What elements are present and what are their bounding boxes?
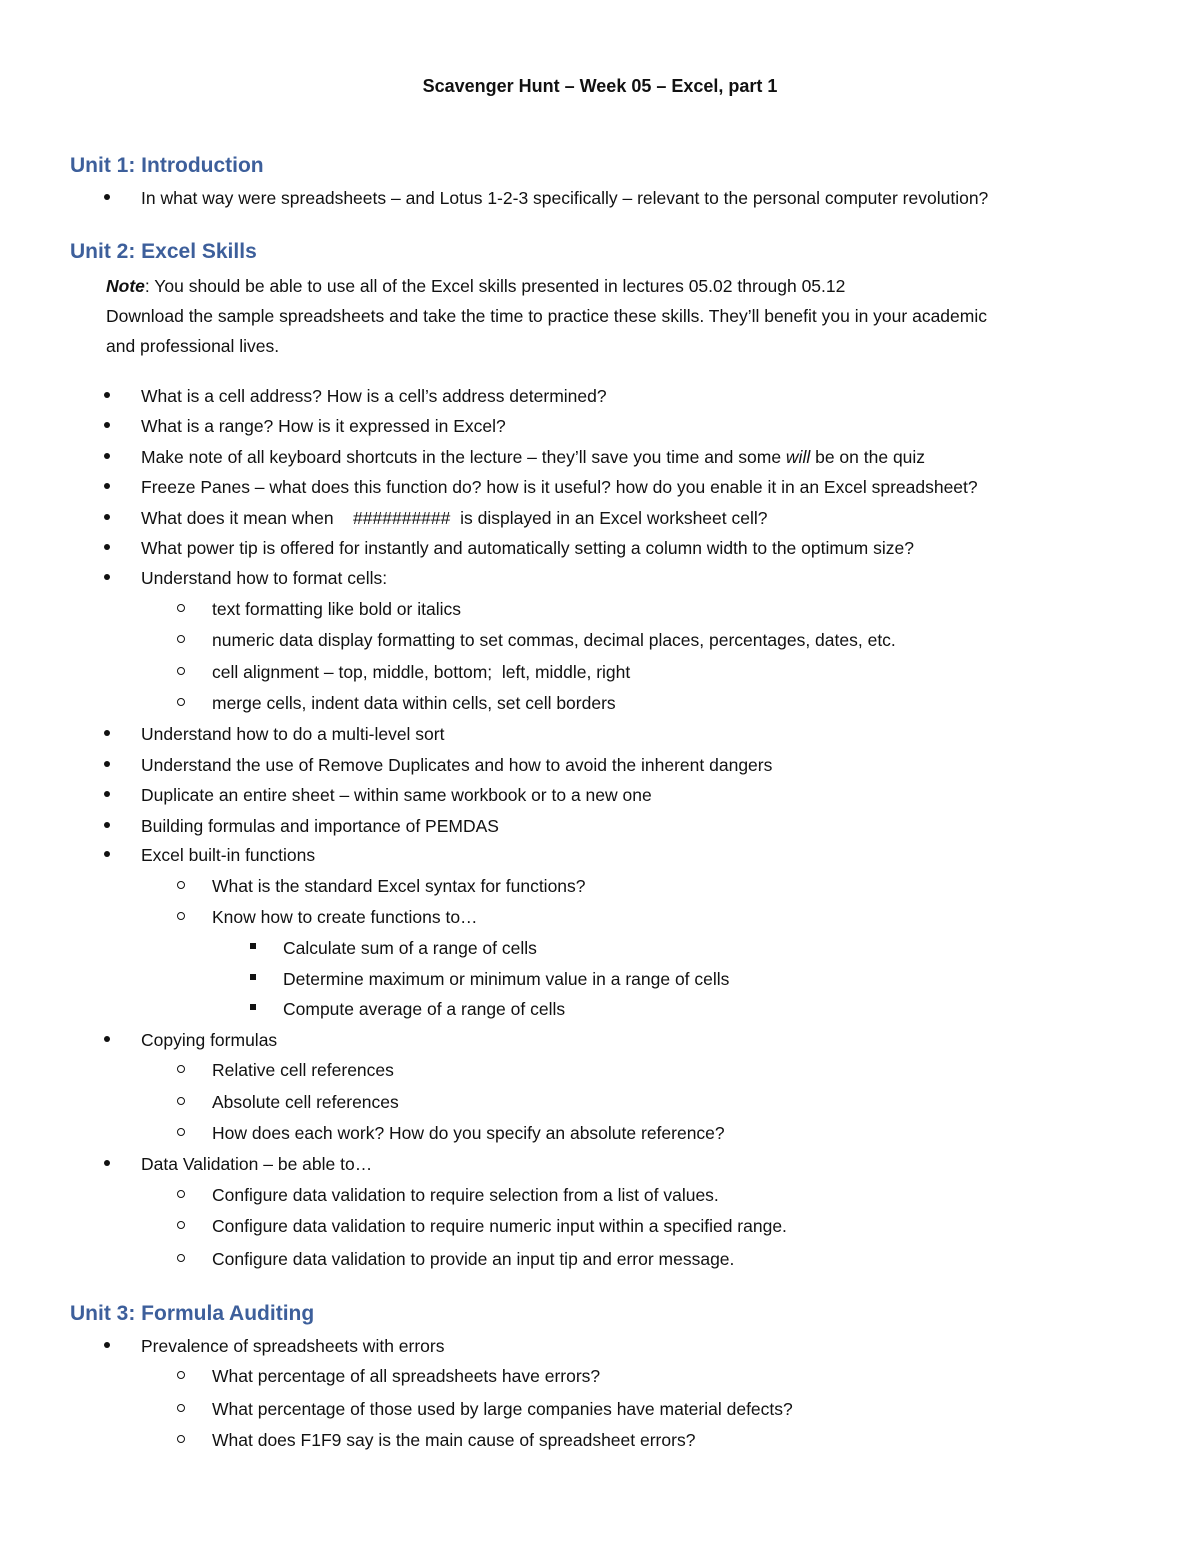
note-line (106, 274, 845, 298)
hollow-circle-icon (177, 1428, 185, 1452)
bullet-dot-icon (104, 1152, 110, 1176)
bullet-dot-icon (104, 566, 110, 590)
download-line-2: and professional lives. (106, 336, 280, 356)
document-title: Scavenger Hunt – Week 05 – Excel, part 1 (422, 76, 778, 96)
unit-3-heading: Unit 3: Formula Auditing (70, 1302, 315, 1325)
note-text: : You should be able to use all of the Excel skills presented in lectures 05.02 through 05.12 (144, 276, 846, 296)
hollow-circle-icon (177, 1397, 185, 1421)
hollow-circle-icon (177, 874, 185, 898)
square-bullet-icon (250, 997, 256, 1021)
bullet-dot-icon (104, 1028, 110, 1052)
bullet-dot-icon (104, 783, 110, 807)
square-bullet-icon (250, 936, 256, 960)
bullet-dot-icon (104, 475, 110, 499)
hollow-circle-icon (177, 905, 185, 929)
emphasis-will: will (785, 447, 811, 467)
hollow-circle-icon (177, 1183, 185, 1207)
note-label: Note (106, 276, 145, 296)
bullet-dot-icon (104, 536, 110, 560)
hollow-circle-icon (177, 1090, 185, 1114)
hollow-circle-icon (177, 1364, 185, 1388)
bullet-dot-icon (104, 506, 110, 530)
hollow-circle-icon (177, 1247, 185, 1271)
unit-2-heading: Unit 2: Excel Skills (70, 240, 257, 263)
bullet-dot-icon (104, 814, 110, 838)
bullet-dot-icon (104, 1334, 110, 1358)
bullet-dot-icon (104, 445, 110, 469)
bullet-dot-icon (104, 414, 110, 438)
hollow-circle-icon (177, 1058, 185, 1082)
download-line-1: Download the sample spreadsheets and take the time to practice these skills. They’ll benefit you in your academic (106, 306, 987, 326)
bullet-dot-icon (104, 753, 110, 777)
hollow-circle-icon (177, 597, 185, 621)
hollow-circle-icon (177, 1214, 185, 1238)
bullet-dot-icon (104, 186, 110, 210)
hollow-circle-icon (177, 1121, 185, 1145)
document-page: Scavenger Hunt – Week 05 – Excel, part 1 Unit 1: Introduction In what way were spreadsheets – and Lotus 1-2-3 specifically – relevant to the personal computer revolution? Unit 2: Excel Skills Note: You should be able to use all of the Excel skills presented in lectures 05.02 through 05.12 Download the sample spreadsheets and take the time to practice these skills. They’ll benefit you in your academic and professional lives. What is a cell address? How is a cell’s address determined? What is a range? How is it expressed in Excel? Make note of all keyboard shortcuts in the lecture – they’ll save you time and some will be on the quiz Freeze Panes – what does this function do? how is it useful? how do you enable it in an Excel spreadsheet? What does it mean when ########## is displayed in an Excel worksheet cell? What power tip is offered for instantly and automatically setting a column width to the optimum size? Understand how to format cells: text formatting like bold or italics numeric data display formatting to set commas, decimal places, percentages, dates, etc. cell alignment – top, middle, bottom; left, middle, right merge cells, indent data within cells, set cell borders Understand how to do a multi-level sort Understand the use of Remove Duplicates and how to avoid the inherent dangers Duplicate an entire sheet – within same workbook or to a new one Building formulas and importance of PEMDAS Excel built-in functions What is the standard Excel syntax for functions? Know how to create functions to… Calculate sum of a range of cells Determine maximum or minimum value in a range of cells Compute average of a range of cells Copying formulas Relative cell references Absolute cell references How does each work? How do you specify an absolute reference? Data Validation – be able to… Configure data validation to require selection from a list of values. Configure data validation to require numeric input within a specified range. Configure data validation to provide an input tip and error message. Unit 3: Formula Auditing Prevalence of spreadsheets with errors What percentage of all spreadsheets have errors? What percentage of those used by large companies have material defects? What does F1F9 say is the main cause of spreadsheet errors? (0, 0, 1200, 1553)
bullet-dot-icon (104, 722, 110, 746)
hollow-circle-icon (177, 660, 185, 684)
unit-1-heading: Unit 1: Introduction (70, 154, 264, 177)
square-bullet-icon (250, 967, 256, 991)
bullet-dot-icon (104, 843, 110, 867)
bullet-dot-icon (104, 384, 110, 408)
hollow-circle-icon (177, 628, 185, 652)
hollow-circle-icon (177, 691, 185, 715)
